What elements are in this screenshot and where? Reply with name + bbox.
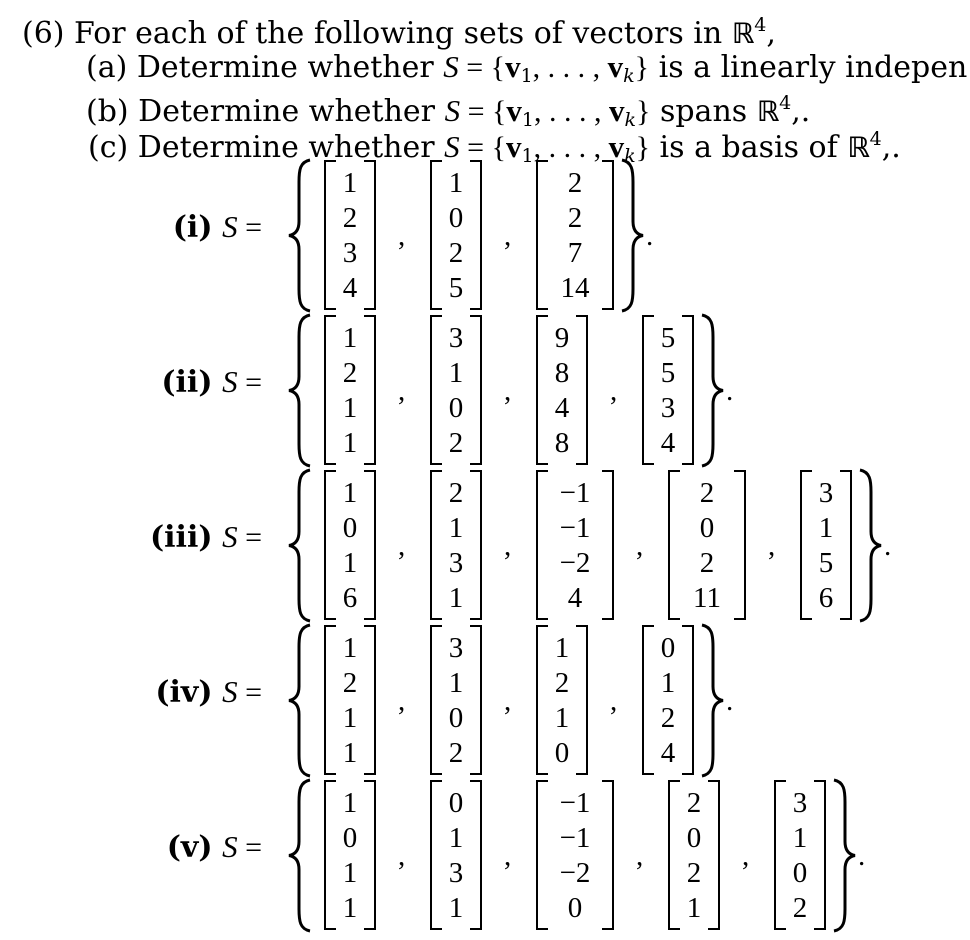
vector-entry: 2 [448, 477, 464, 509]
vector-entry: −2 [559, 857, 591, 889]
vector-entry: 0 [342, 822, 358, 854]
vector-entry: 5 [660, 322, 676, 354]
vector-entry: 2 [686, 857, 702, 889]
part-c-label: (c) [88, 130, 129, 165]
vector-entry: 2 [342, 667, 358, 699]
column-vector [324, 315, 376, 467]
vector-entry: 0 [686, 822, 702, 854]
column-vector [536, 625, 588, 777]
column-vector [642, 315, 694, 467]
vector-entry: 6 [818, 582, 834, 614]
vector-entry: −1 [559, 512, 591, 544]
terminal-period: . [646, 220, 654, 252]
problem-text: For each of the following sets of vectors in [74, 16, 723, 51]
vector-entry: 3 [660, 392, 676, 424]
separator-comma: , [636, 530, 644, 562]
part-a-tail: is a linearly indepen [658, 50, 968, 85]
part-a: (a) Determine whether $S = \{v_1$, . . . , vk} is a linearly indepen [86, 49, 968, 87]
terminal-period: . [726, 375, 734, 407]
vector-set [0, 778, 970, 933]
left-brace [286, 468, 316, 623]
vector-entry: 1 [342, 787, 358, 819]
vector-entry: 9 [554, 322, 570, 354]
vector-entry: 1 [554, 702, 570, 734]
separator-comma: , [610, 375, 618, 407]
vector-entry: −1 [559, 787, 591, 819]
separator-comma: , [504, 220, 512, 252]
vector-entry: 3 [448, 632, 464, 664]
vector-set [0, 623, 970, 778]
left-brace [286, 313, 316, 468]
column-vector [324, 780, 376, 932]
vector-entry: 1 [342, 322, 358, 354]
part-a-label: (a) [86, 50, 128, 85]
set-roman-numeral: (v) [166, 830, 213, 865]
vector-entry: 4 [660, 737, 676, 769]
terminal-period: . [858, 840, 866, 872]
column-vector [642, 625, 694, 777]
column-vector [668, 470, 746, 622]
vector-entry: 3 [818, 477, 834, 509]
vector-entry: 0 [567, 892, 583, 924]
left-brace [286, 778, 316, 933]
vector-entry: 14 [560, 272, 590, 304]
vector-entry: 2 [660, 702, 676, 734]
vector-entry: 4 [567, 582, 583, 614]
vector-entry: 1 [342, 392, 358, 424]
vector-entry: 2 [686, 787, 702, 819]
problem-heading: (6) For each of the following sets of vectors in ℝ$^4$, [22, 14, 776, 51]
vector-entry: 2 [342, 202, 358, 234]
vector-entry: 7 [567, 237, 583, 269]
set-label: (i) S = [172, 209, 262, 245]
vector-entry: 5 [660, 357, 676, 389]
separator-comma: , [504, 685, 512, 717]
vector-entry: 0 [699, 512, 715, 544]
column-vector [536, 780, 614, 932]
column-vector [430, 160, 482, 312]
column-vector [430, 470, 482, 622]
separator-comma: , [504, 840, 512, 872]
vector-entry: 1 [342, 427, 358, 459]
part-a-text: Determine whether [136, 50, 434, 85]
vector-entry: 0 [342, 512, 358, 544]
vector-entry: 1 [448, 582, 464, 614]
vector-entry: −1 [559, 822, 591, 854]
column-vector [324, 470, 376, 622]
vector-entry: 4 [554, 392, 570, 424]
column-vector [536, 315, 588, 467]
vector-entry: 1 [342, 632, 358, 664]
vector-entry: 0 [554, 737, 570, 769]
vector-entry: 1 [342, 702, 358, 734]
vector-entry: 1 [792, 822, 808, 854]
real-numbers-symbol: ℝ [731, 17, 755, 50]
vector-entry: −1 [559, 477, 591, 509]
column-vector [324, 625, 376, 777]
vector-set [0, 468, 970, 623]
set-roman-numeral: (iii) [149, 520, 213, 555]
vector-entry: 2 [792, 892, 808, 924]
column-vector [430, 780, 482, 932]
vector-entry: 3 [342, 237, 358, 269]
set-roman-numeral: (ii) [161, 365, 213, 400]
vector-entry: 2 [699, 547, 715, 579]
column-vector [774, 780, 826, 932]
vector-entry: −2 [559, 547, 591, 579]
separator-comma: , [768, 530, 776, 562]
part-c-text: Determine whether [137, 130, 435, 165]
vector-entry: 1 [342, 167, 358, 199]
separator-comma: , [398, 375, 406, 407]
column-vector [536, 160, 614, 312]
right-brace [696, 313, 726, 468]
vector-entry: 1 [342, 477, 358, 509]
separator-comma: , [636, 840, 644, 872]
vector-entry: 2 [448, 237, 464, 269]
terminal-period: . [884, 530, 892, 562]
dimension-exponent: 4 [754, 14, 767, 36]
column-vector [800, 470, 852, 622]
vector-entry: 0 [448, 202, 464, 234]
separator-comma: , [398, 685, 406, 717]
vector-entry: 8 [554, 427, 570, 459]
vector-entry: 0 [660, 632, 676, 664]
vector-entry: 1 [342, 547, 358, 579]
column-vector [324, 160, 376, 312]
vector-entry: 1 [554, 632, 570, 664]
vector-set [0, 158, 970, 313]
separator-comma: , [398, 220, 406, 252]
vector-entry: 8 [554, 357, 570, 389]
vector-entry: 0 [448, 392, 464, 424]
separator-comma: , [742, 840, 750, 872]
separator-comma: , [610, 685, 618, 717]
vector-entry: 2 [567, 167, 583, 199]
set-label: (ii) S = [161, 364, 262, 400]
vector-entry: 1 [342, 737, 358, 769]
part-b-label: (b) [86, 94, 129, 129]
left-brace [286, 158, 316, 313]
vector-entry: 1 [660, 667, 676, 699]
vector-entry: 2 [342, 357, 358, 389]
set-roman-numeral: (i) [172, 210, 213, 245]
vector-entry: 1 [448, 822, 464, 854]
column-vector [668, 780, 720, 932]
problem-number: (6) [22, 16, 65, 51]
right-brace [616, 158, 646, 313]
vector-entry: 2 [448, 737, 464, 769]
vector-entry: 1 [448, 512, 464, 544]
column-vector [536, 470, 614, 622]
terminal-period: . [726, 685, 734, 717]
vector-entry: 5 [448, 272, 464, 304]
set-roman-numeral: (iv) [155, 675, 213, 710]
vector-entry: 1 [448, 892, 464, 924]
vector-entry: 1 [448, 667, 464, 699]
vector-entry: 11 [693, 582, 721, 614]
set-label: (iv) S = [155, 674, 262, 710]
part-b-text: Determine whether [138, 94, 436, 129]
vector-entry: 5 [818, 547, 834, 579]
vector-entry: 2 [554, 667, 570, 699]
vector-entry: 3 [448, 322, 464, 354]
vector-entry: 1 [448, 167, 464, 199]
right-brace [696, 623, 726, 778]
vector-entry: 0 [792, 857, 808, 889]
vector-entry: 1 [448, 357, 464, 389]
vector-entry: 4 [342, 272, 358, 304]
vector-entry: 0 [448, 787, 464, 819]
separator-comma: , [398, 840, 406, 872]
part-b-tail: spans [659, 94, 748, 129]
separator-comma: , [504, 375, 512, 407]
column-vector [430, 625, 482, 777]
part-b: (b) Determine whether $S = \{v_1$, . . . , vk} spans ℝ$^4$,. [86, 92, 811, 131]
vector-entry: 2 [567, 202, 583, 234]
vector-entry: 6 [342, 582, 358, 614]
vector-entry: 3 [792, 787, 808, 819]
vector-entry: 1 [818, 512, 834, 544]
separator-comma: , [504, 530, 512, 562]
part-c: (c) Determine whether $S = \{v_1$, . . . , vk} is a basis of ℝ$^4$,. [88, 128, 901, 167]
vector-entry: 1 [342, 892, 358, 924]
set-label: (v) S = [166, 829, 262, 865]
vector-entry: 3 [448, 857, 464, 889]
set-label: (iii) S = [149, 519, 262, 555]
vector-entry: 2 [699, 477, 715, 509]
vector-entry: 1 [342, 857, 358, 889]
vector-entry: 4 [660, 427, 676, 459]
vector-entry: 3 [448, 547, 464, 579]
vector-entry: 0 [448, 702, 464, 734]
right-brace [828, 778, 858, 933]
right-brace [854, 468, 884, 623]
vector-entry: 1 [686, 892, 702, 924]
part-c-tail: is a basis of [659, 130, 838, 165]
vector-entry: 2 [448, 427, 464, 459]
column-vector [430, 315, 482, 467]
separator-comma: , [398, 530, 406, 562]
vector-set [0, 313, 970, 468]
left-brace [286, 623, 316, 778]
